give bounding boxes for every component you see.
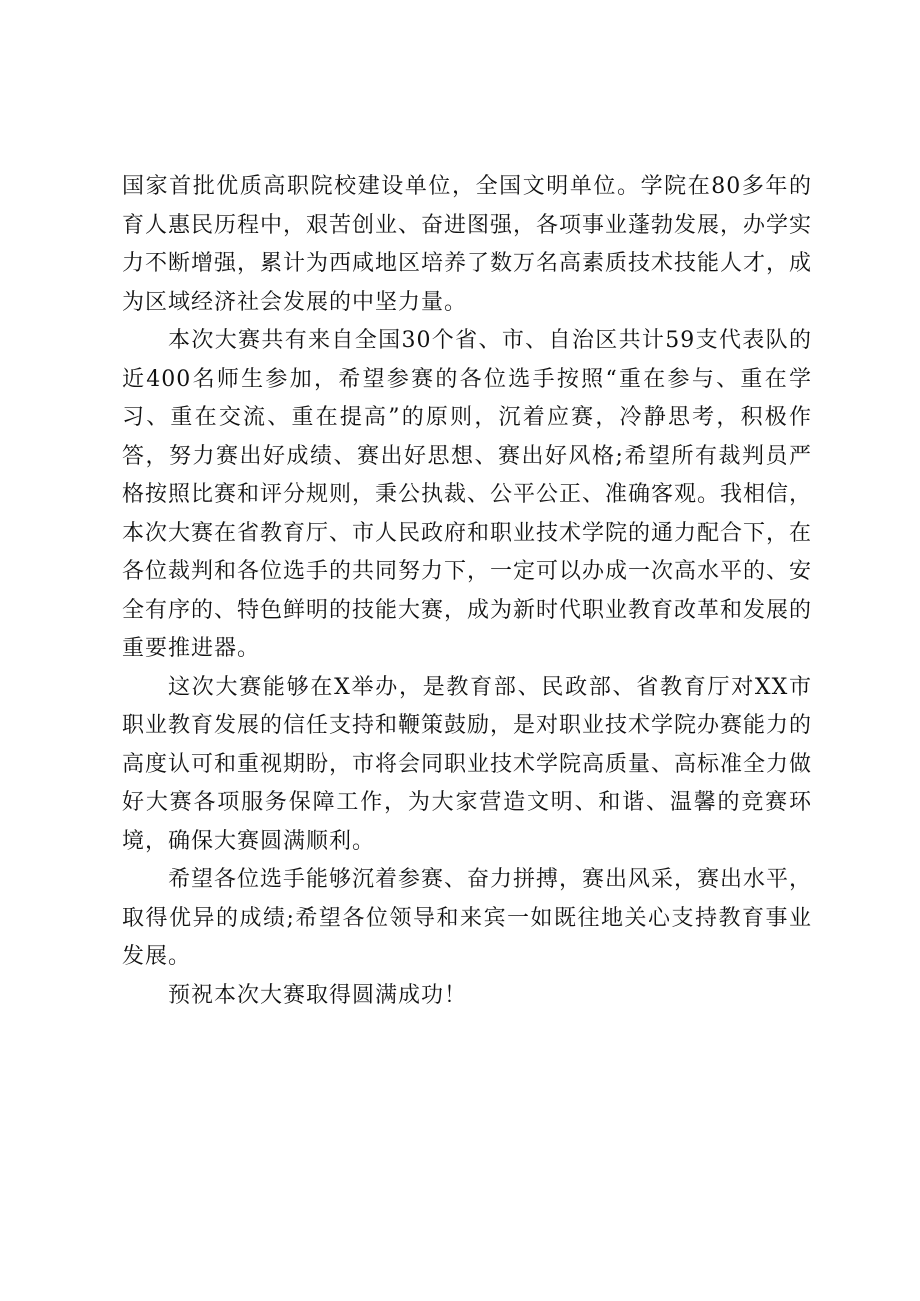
- paragraph-continuation: 国家首批优质高职院校建设单位，全国文明单位。学院在80多年的育人惠民历程中，艰苦创业、奋进图强，各项事业蓬勃发展，办学实力不断增强，累计为西咸地区培养了数万名高素质技术技能人才，成为区域经济社会发展的中坚力量。: [122, 174, 813, 315]
- paragraph-competition-overview: 本次大赛共有来自全国30个省、市、自治区共计59支代表队的近400名师生参加，希望参赛的各位选手按照“重在参与、重在学习、重在交流、重在提高”的原则，沉着应赛，冷静思考，积极作答，努力赛出好成绩、赛出好思想、赛出好风格;希望所有裁判员严格按照比赛和评分规则，秉公执裁、公平公正、准确客观。我相信，本次大赛在省教育厅、市人民政府和职业技术学院的通力配合下，在各位裁判和各位选手的共同努力下，一定可以办成一次高水平的、安全有序的、特色鲜明的技能大赛，成为新时代职业教育改革和发展的重要推进器。: [122, 328, 813, 661]
- paragraph-wishes: 希望各位选手能够沉着参赛、奋力拼搏，赛出风采，赛出水平，取得优异的成绩;希望各位领导和来宾一如既往地关心支持教育事业发展。: [122, 867, 813, 969]
- paragraph-host-city: 这次大赛能够在X举办，是教育部、民政部、省教育厅对XX市职业教育发展的信任支持和鞭策鼓励，是对职业技术学院办赛能力的高度认可和重视期盼，市将会同职业技术学院高质量、高标准全力做好大赛各项服务保障工作，为大家营造文明、和谐、温馨的竞赛环境，确保大赛圆满顺利。: [122, 674, 813, 854]
- paragraph-closing: 预祝本次大赛取得圆满成功！: [168, 982, 468, 1008]
- document-body: [122, 168, 812, 1015]
